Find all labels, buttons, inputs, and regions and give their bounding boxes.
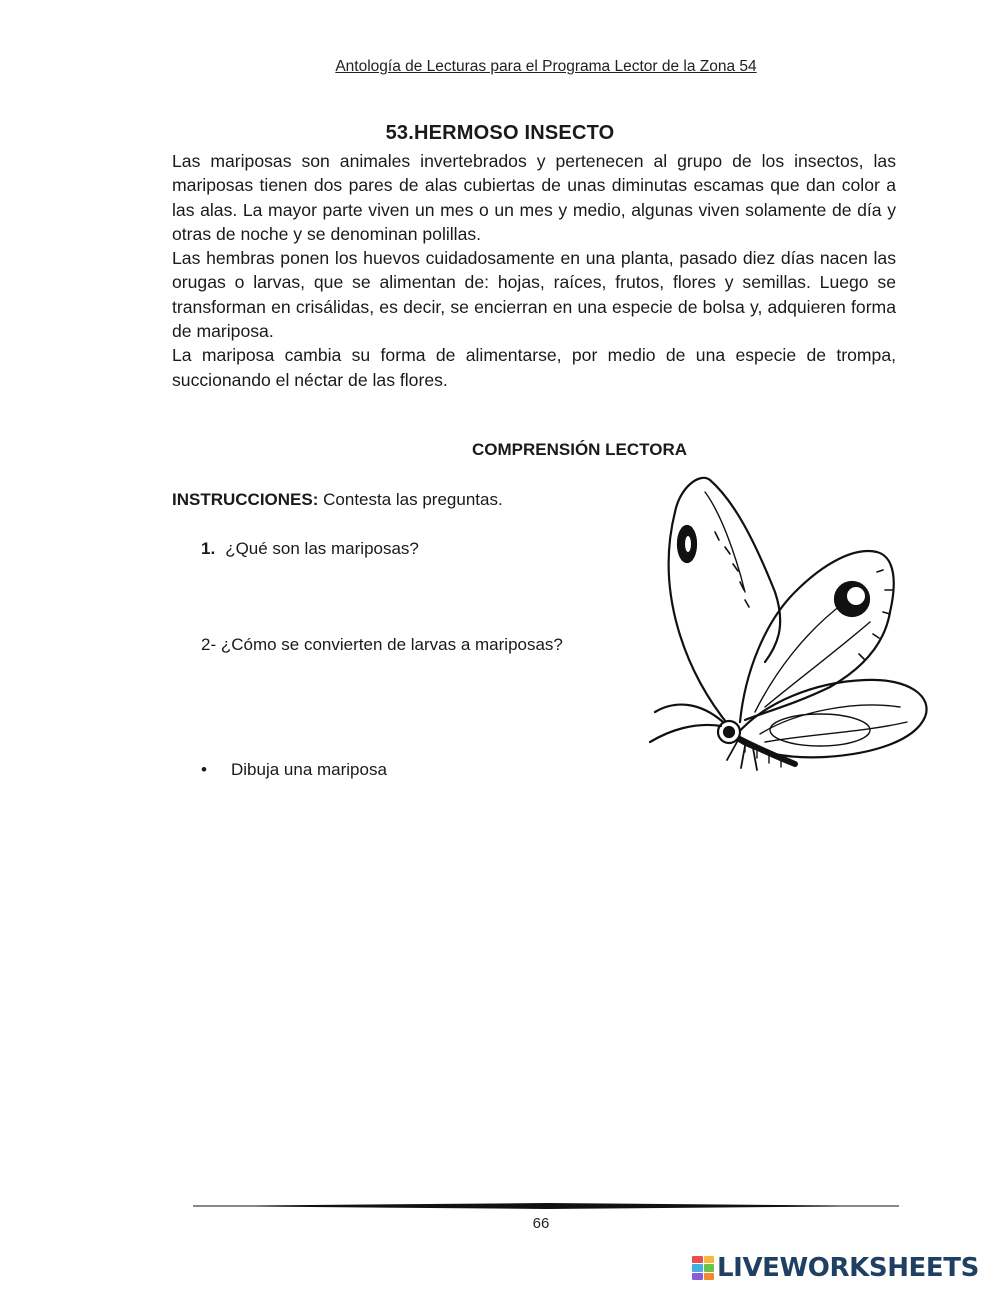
running-header xyxy=(0,58,1000,76)
question-1-text: ¿Qué son las mariposas? xyxy=(225,539,419,558)
instructions-label: INSTRUCCIONES: xyxy=(172,490,319,509)
liveworksheets-brand[interactable] xyxy=(692,1253,979,1283)
page-number: 66 xyxy=(532,1215,550,1232)
reading-paragraph-2: Las hembras ponen los huevos cuidadosamente en una planta, pasado diez días nacen las orugas o larvas, que se alimentan de: hojas, raíces, frutos, flores y semillas. Luego se transforman en crisálidas, es decir, se encierran en una especie de bolsa y, adquieren forma de mariposa. xyxy=(172,248,896,342)
question-1 xyxy=(201,539,419,559)
instructions xyxy=(172,490,503,510)
question-2: 2- ¿Cómo se convierten de larvas a mariposas? xyxy=(201,635,563,654)
bullet-icon: • xyxy=(201,760,207,779)
liveworksheets-logo-icon xyxy=(692,1256,714,1280)
reading-body xyxy=(172,149,896,392)
running-title: Antología de Lecturas para el Programa Lector de la Zona 54 xyxy=(335,58,757,75)
liveworksheets-wordmark: LIVEWORKSHEETS xyxy=(717,1253,979,1283)
reading-title: 53.HERMOSO INSECTO xyxy=(385,122,615,144)
footer-divider xyxy=(193,1200,899,1212)
question-3 xyxy=(201,760,387,780)
butterfly-icon xyxy=(645,472,935,782)
reading-paragraph-3: La mariposa cambia su forma de alimentarse, por medio de una especie de trompa, succionando el néctar de las flores. xyxy=(172,345,896,390)
question-3-text: Dibuja una mariposa xyxy=(231,760,387,779)
question-1-number: 1. xyxy=(201,539,216,558)
reading-paragraph-1: Las mariposas son animales invertebrados y pertenecen al grupo de los insectos, las mariposas tienen dos pares de alas cubiertas de unas diminutas escamas que dan color a las alas. La mayor parte viven un mes o un mes y medio, algunas viven solamente de día y otras de noche y se denominan polillas. xyxy=(172,151,896,244)
comprehension-heading: COMPRENSIÓN LECTORA xyxy=(472,440,688,459)
instructions-text: Contesta las preguntas. xyxy=(318,490,503,509)
